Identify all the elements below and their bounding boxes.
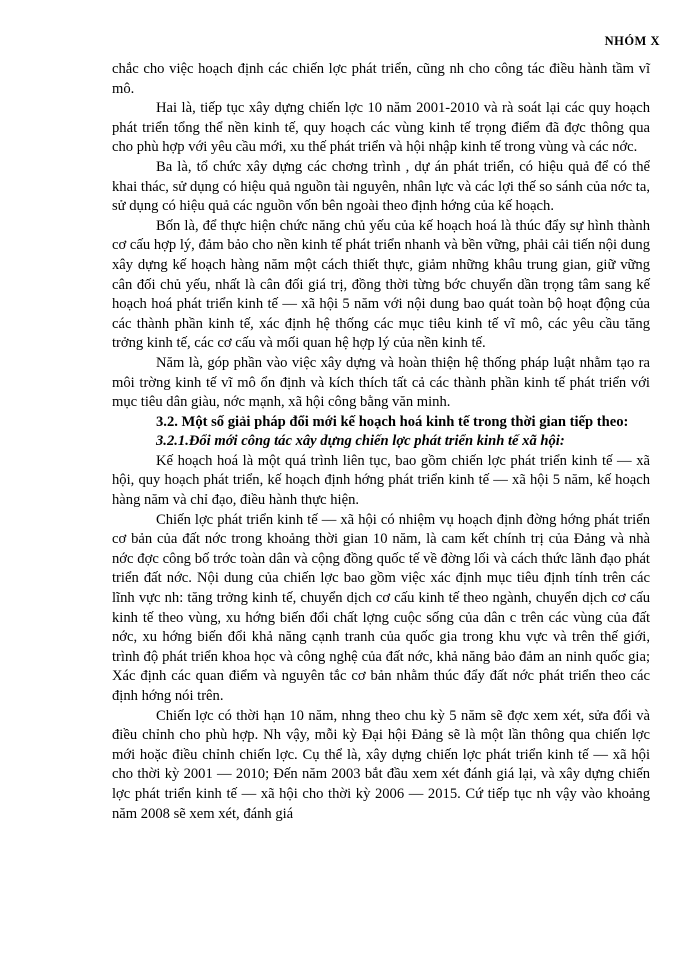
paragraph-planning-process: Kế hoạch hoá là một quá trình liên tục, bao gồm chiến lợc phát triển kinh tế — xã hội, quy hoạch phát triển, kế hoạch định hớng phát triển kinh tế — xã hội 5 năm, kế hoạch hàng năm và chỉ đạo, điều hành thực hiện. xyxy=(112,452,650,509)
paragraph-strategy-tasks: Chiến lợc phát triển kinh tế — xã hội có nhiệm vụ hoạch định đờng hớng phát triển cơ bản của đất nớc trong khoảng thời gian 10 năm, là cam kết chính trị của Đảng và nhà nớc đợc công bố trớc toàn dân và cộng đồng quốc tế về đờng lối và cách thức lãnh đạo phát triển đất nớc. Nội dung của chiến lợc bao gồm việc xác định mục tiêu định tính trên các lĩnh vực nh: tăng trởng kinh tế, chuyển dịch cơ cấu kinh tế theo ngành, chuyển dịch cơ cấu kinh tế theo vùng, xu hớng biến đổi chất lợng cuộc sống của dân c trên các vùng của đất nớc, xu hớng biến đổi khả năng cạnh tranh của quốc gia trong khu vực và trên thế giới, trình độ phát triển khoa học và công nghệ của đất nớc, khả năng bảo đảm an ninh quốc gia; Xác định các quan điểm và nguyên tắc cơ bản nhằm thúc đẩy đất nớc phát triển theo các định hớng nói trên. xyxy=(112,511,650,704)
paragraph-point-two: Hai là, tiếp tục xây dựng chiến lợc 10 năm 2001-2010 và rà soát lại các quy hoạch phát triển tổng thể nền kinh tế, quy hoạch các vùng kinh tế trọng điểm đã đợc thông qua cho phù hợp với yêu cầu mới, xu thế phát triển và hội nhập kinh tế trong vùng và các nớc. xyxy=(112,100,650,156)
paragraph-continuation: chắc cho việc hoạch định các chiến lợc phát triển, cũng nh cho công tác điều hành tầm vĩ mô. xyxy=(112,61,650,97)
paragraph-strategy-term: Chiến lợc có thời hạn 10 năm, nhng theo chu kỳ 5 năm sẽ đợc xem xét, sửa đổi và điều chỉnh cho phù hợp. Nh vậy, mỗi kỳ Đại hội Đảng sẽ là một lần thông qua chiến lợc mới hoặc điều chỉnh chiến lợc. Cụ thể là, xây dựng chiến lợc phát triển kinh tế — xã hội cho thời kỳ 2001 — 2010; Đến năm 2003 bắt đầu xem xét đánh giá lại, và xây dựng chiến lợc phát triển kinh tế — xã hội cho thời kỳ 2006 — 2015. Cứ tiếp tục nh vậy vào khoảng năm 2008 sẽ xem xét, đánh giá xyxy=(112,707,650,822)
subsection-heading-3-2-1: 3.2.1.Đổi mới công tác xây dựng chiến lợc phát triển kinh tế xã hội: xyxy=(156,433,565,450)
document-body xyxy=(112,60,650,824)
section-heading-3-2: 3.2. Một số giải pháp đổi mới kế hoạch hoá kinh tế trong thời gian tiếp theo: xyxy=(156,413,629,430)
group-label: NHÓM X xyxy=(604,34,660,48)
paragraph-point-three: Ba là, tổ chức xây dựng các chơng trình , dự án phát triển, có hiệu quả để có thể khai thác, sử dụng có hiệu quả nguồn tài nguyên, nhân lực và các lợi thế so sánh của nớc ta, sử dụng có hiệu quả các nguồn vốn bên ngoài theo định hớng của kế hoạch. xyxy=(112,158,650,215)
paragraph-point-five: Năm là, góp phần vào việc xây dựng và hoàn thiện hệ thống pháp luật nhằm tạo ra môi trờng kinh tế vĩ mô ổn định và kích thích tất cả các thành phần kinh tế phát triển với mục tiêu dân giàu, nớc mạnh, xã hội công bằng văn minh. xyxy=(112,354,650,411)
paragraph-point-four: Bốn là, để thực hiện chức năng chủ yếu của kế hoạch hoá là thúc đẩy sự hình thành cơ cấu hợp lý, đảm bảo cho nền kinh tế phát triển nhanh và bền vững, phải cải tiến nội dung xây dựng kế hoạch hàng năm một cách thiết thực, giảm những khâu trung gian, giữ vững cân đối chủ yếu, nhất là cân đối giá trị, đồng thời từng bớc chuyển dần trọng tâm sang kế hoạch hoá phát triển kinh tế — xã hội 5 năm với nội dung bao quát toàn bộ hoạt động của các thành phần kinh tế, xác định hệ thống các mục tiêu kinh tế vĩ mô, các yêu cầu tăng trởng kinh tế, các cơ cấu và mối quan hệ hợp lý của nền kinh tế. xyxy=(112,217,650,352)
